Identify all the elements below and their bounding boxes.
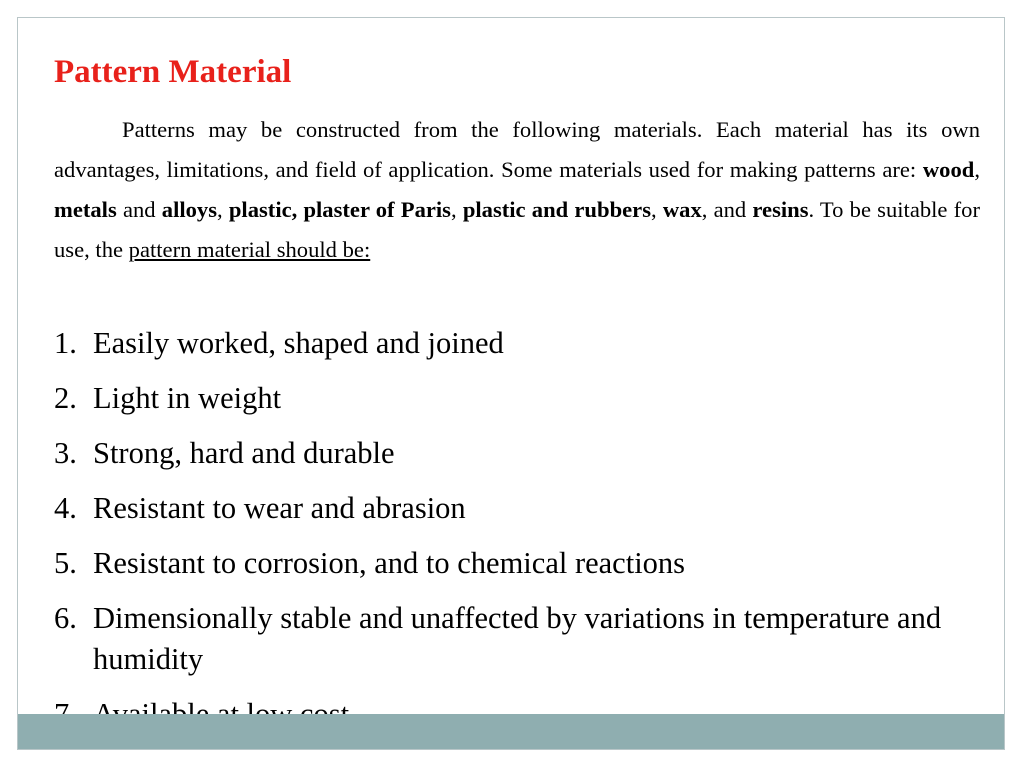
item-number: 4. [54, 491, 77, 525]
list-item [54, 598, 994, 680]
item-number: 1. [54, 326, 77, 360]
item-text: Resistant to corrosion, and to chemical reactions [93, 546, 686, 580]
underlined-phrase: pattern material should be: [128, 237, 371, 262]
item-text: Dimensionally stable and unaffected by variations in temperature and humidity [93, 601, 942, 676]
requirements-list [54, 323, 994, 749]
list-item [54, 488, 994, 529]
slide-title: Pattern Material [54, 54, 292, 90]
list-item [54, 543, 994, 584]
item-text: Resistant to wear and abrasion [93, 491, 466, 525]
material-metals: metals [54, 197, 117, 222]
material-resins: resins [752, 197, 809, 222]
material-plastic-plaster: plastic, plaster of Paris [228, 197, 451, 222]
slide [17, 17, 1005, 750]
footer-band [18, 714, 1004, 749]
intro-paragraph [54, 110, 980, 270]
item-number: 2. [54, 381, 77, 415]
material-plastic-rubbers: plastic and rubbers [462, 197, 651, 222]
intro-text: . To be suitable for use, the [54, 197, 980, 262]
intro-separator: , [217, 197, 229, 222]
item-text: Easily worked, shaped and joined [93, 326, 504, 360]
item-text: Strong, hard and durable [93, 436, 395, 470]
material-wax: wax [662, 197, 702, 222]
item-text: Light in weight [93, 381, 282, 415]
list-item [54, 323, 994, 364]
intro-separator: , and [701, 197, 753, 222]
material-alloys: alloys [161, 197, 218, 222]
intro-separator: , [974, 157, 980, 182]
list-item [54, 378, 994, 419]
item-number: 3. [54, 436, 77, 470]
item-number: 5. [54, 546, 77, 580]
intro-separator: and [116, 197, 162, 222]
list-item [54, 433, 994, 474]
intro-separator: , [650, 197, 663, 222]
intro-separator: , [450, 197, 463, 222]
material-wood: wood [922, 157, 975, 182]
item-number: 6. [54, 601, 77, 635]
intro-text: Patterns may be constructed from the following materials. Each material has its own advantages, limitations, and field of application. Some materials used for making patterns are: [54, 117, 980, 182]
